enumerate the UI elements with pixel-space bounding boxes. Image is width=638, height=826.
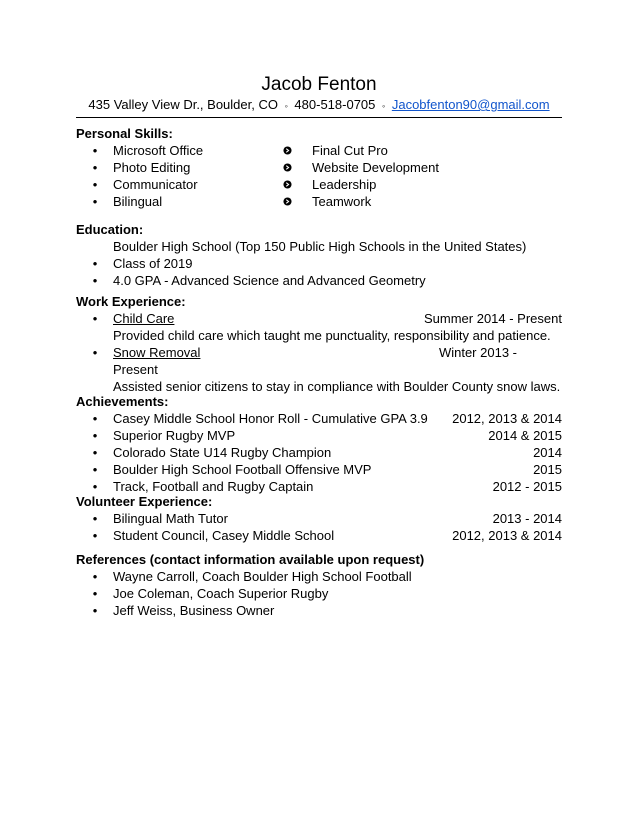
address: 435 Valley View Dr., Boulder, CO: [88, 97, 278, 112]
bullet-icon: •: [92, 462, 98, 477]
separator-icon: ◦: [382, 101, 386, 111]
bullet-icon: •: [92, 445, 98, 460]
job-date-cont-row: [76, 361, 562, 378]
skill-row: [76, 159, 562, 176]
reference-row: [76, 585, 562, 602]
bullet-icon: •: [92, 428, 98, 443]
phone: 480-518-0705: [294, 97, 376, 112]
job-title: Snow Removal: [113, 345, 201, 360]
skill-row: [76, 142, 562, 159]
skill-row: [76, 176, 562, 193]
reference-row: [76, 568, 562, 585]
reference-text: Wayne Carroll, Coach Boulder High School Football: [113, 569, 412, 584]
volunteer-row: [76, 510, 562, 527]
bullet-icon: •: [92, 194, 98, 209]
job-title-row: [76, 310, 562, 327]
achievement-date: 2014: [533, 445, 562, 460]
work-section: [76, 293, 562, 395]
skills-heading: Personal Skills:: [76, 126, 173, 141]
achievements-heading: Achievements:: [76, 394, 169, 409]
achievement-date: 2014 & 2015: [488, 428, 562, 443]
skill-item: Microsoft Office: [113, 143, 204, 158]
circle-arrow-icon: [283, 146, 292, 155]
job-title-row: [76, 344, 562, 361]
achievement-date: 2012 - 2015: [492, 479, 562, 494]
volunteer-date: 2013 - 2014: [492, 511, 562, 526]
achievement-text: Colorado State U14 Rugby Champion: [113, 445, 332, 460]
bullet-icon: •: [92, 256, 98, 271]
bullet-icon: •: [92, 160, 98, 175]
bullet-icon: •: [92, 569, 98, 584]
bullet-icon: •: [92, 311, 98, 326]
email-link[interactable]: Jacobfenton90@gmail.com: [391, 97, 550, 112]
skill-row: [76, 193, 562, 210]
achievement-row: [76, 427, 562, 444]
skills-section: [76, 125, 562, 210]
reference-text: Jeff Weiss, Business Owner: [113, 603, 275, 618]
education-item-text: Class of 2019: [113, 256, 193, 271]
separator-icon: ◦: [284, 101, 288, 111]
achievement-row: [76, 410, 562, 427]
job-description: Provided child care which taught me punctuality, responsibility and patience.: [113, 328, 551, 343]
contact-line: [0, 96, 638, 115]
school-name: Boulder High School (Top 150 Public High Schools in the United States): [113, 239, 527, 254]
bullet-icon: •: [92, 528, 98, 543]
bullet-icon: •: [92, 511, 98, 526]
education-item-text: 4.0 GPA - Advanced Science and Advanced Geometry: [113, 273, 426, 288]
achievement-text: Track, Football and Rugby Captain: [113, 479, 314, 494]
skill-item: Bilingual: [113, 194, 163, 209]
volunteer-date: 2012, 2013 & 2014: [452, 528, 562, 543]
achievement-text: Boulder High School Football Offensive MVP: [113, 462, 372, 477]
volunteer-row: [76, 527, 562, 544]
reference-row: [76, 602, 562, 619]
education-item: [76, 255, 562, 272]
volunteer-text: Bilingual Math Tutor: [113, 511, 228, 526]
volunteer-section: [76, 493, 562, 544]
references-heading: References (contact information available upon request): [76, 552, 425, 567]
job-description: Assisted senior citizens to stay in compliance with Boulder County snow laws.: [113, 379, 561, 394]
job-title: Child Care: [113, 311, 175, 326]
achievement-date: 2015: [533, 462, 562, 477]
education-school-row: [76, 238, 562, 255]
job-date: Winter 2013 -: [438, 345, 517, 360]
references-section: [76, 551, 562, 619]
achievement-text: Superior Rugby MVP: [113, 428, 236, 443]
achievements-section: [76, 393, 562, 495]
skill-item: Website Development: [312, 160, 439, 175]
job-date-cont: Present: [113, 362, 158, 377]
bullet-icon: •: [92, 177, 98, 192]
job-date: Summer 2014 - Present: [423, 311, 562, 326]
skill-item: Photo Editing: [113, 160, 191, 175]
education-item: [76, 272, 562, 289]
bullet-icon: •: [92, 586, 98, 601]
reference-text: Joe Coleman, Coach Superior Rugby: [113, 586, 329, 601]
volunteer-heading: Volunteer Experience:: [76, 494, 213, 509]
skill-item: Teamwork: [312, 194, 372, 209]
achievement-text: Casey Middle School Honor Roll - Cumulative GPA 3.9: [113, 411, 428, 426]
header-divider: [76, 117, 562, 118]
skill-item: Final Cut Pro: [312, 143, 388, 158]
bullet-icon: •: [92, 345, 98, 360]
achievement-date: 2012, 2013 & 2014: [452, 411, 562, 426]
bullet-icon: •: [92, 273, 98, 288]
work-heading: Work Experience:: [76, 294, 186, 309]
bullet-icon: •: [92, 479, 98, 494]
resume-name: Jacob Fenton: [261, 74, 377, 95]
education-section: [76, 221, 562, 289]
skill-item: Leadership: [312, 177, 377, 192]
circle-arrow-icon: [283, 180, 292, 189]
bullet-icon: •: [92, 143, 98, 158]
circle-arrow-icon: [283, 163, 292, 172]
achievement-row: [76, 461, 562, 478]
job-description-row: [76, 327, 562, 344]
bullet-icon: •: [92, 411, 98, 426]
bullet-icon: •: [92, 603, 98, 618]
achievement-row: [76, 444, 562, 461]
circle-arrow-icon: [283, 197, 292, 206]
skill-item: Communicator: [113, 177, 198, 192]
volunteer-text: Student Council, Casey Middle School: [113, 528, 335, 543]
education-heading: Education:: [76, 222, 144, 237]
